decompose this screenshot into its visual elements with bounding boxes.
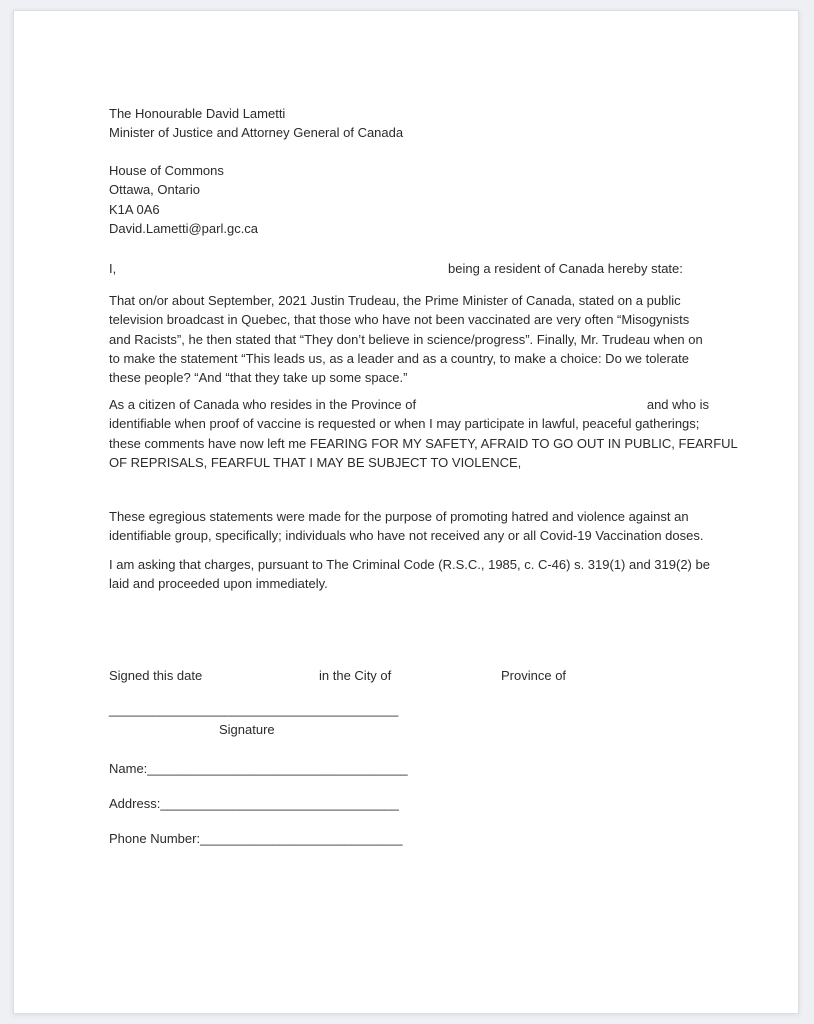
address-line-1: House of Commons: [109, 163, 224, 178]
recipient-address-block: [109, 161, 709, 238]
paragraph-egregious: [109, 507, 709, 546]
recipient-block: [109, 104, 709, 143]
paragraph-line: laid and proceeded upon immediately.: [109, 576, 328, 592]
paragraph-line: OF REPRISALS, FEARFUL THAT I MAY BE SUBJECT TO VIOLENCE,: [109, 454, 522, 470]
recipient-name: The Honourable David Lametti: [109, 106, 286, 121]
phone-label: Phone Number:: [109, 831, 201, 846]
address-field-row: [109, 794, 709, 813]
address-line-2: Ottawa, Ontario: [109, 182, 201, 198]
paragraph-line: I am asking that charges, pursuant to The Criminal Code (R.S.C., 1985, c. C-46) s. 319(1) and 319(2) be: [109, 557, 710, 572]
paragraph-line: and Racists”, he then stated that “They don’t believe in science/progress”. Finally, Mr. Trudeau when on: [109, 331, 703, 347]
signed-row: [109, 666, 709, 685]
paragraph-statement: [109, 291, 709, 387]
phone-fill-rule: ____________________________: [200, 831, 403, 846]
letter-page: [13, 10, 799, 1014]
paragraph-line: That on/or about September, 2021 Justin Trudeau, the Prime Minister of Canada, stated on a public: [109, 293, 681, 308]
address-fill-rule: _________________________________: [160, 796, 399, 811]
declaration-suffix: being a resident of Canada hereby state:: [448, 261, 683, 276]
paragraph-charges: [109, 555, 709, 594]
paragraph-line: These egregious statements were made for the purpose of promoting hatred and violence against an: [109, 509, 689, 524]
city-label: in the City of: [319, 668, 392, 684]
province-label: Province of: [501, 668, 567, 684]
signature-rule: ________________________________________: [109, 702, 399, 717]
name-fill-rule: ____________________________________: [147, 761, 408, 776]
phone-field-row: [109, 829, 709, 848]
name-label: Name:: [109, 761, 148, 776]
province-blank-line: [109, 395, 709, 414]
signed-date-label: Signed this date: [109, 668, 203, 684]
address-postal-code: K1A 0A6: [109, 201, 160, 217]
province-line-right: and who is: [646, 397, 709, 412]
signature-block: [109, 700, 709, 719]
paragraph-line: identifiable group, specifically; individuals who have not received any or all Covid-19 Vaccination doses.: [109, 528, 704, 544]
signature-label: Signature: [219, 722, 275, 737]
declaration-line: [109, 259, 709, 278]
paragraph-line: identifiable when proof of vaccine is requested or when I may participate in lawful, peaceful gatherings;: [109, 416, 700, 432]
name-field-row: [109, 759, 709, 778]
paragraph-citizen: [109, 395, 738, 472]
paragraph-line: these people? “And “that they take up some space.”: [109, 370, 408, 386]
province-line-left: As a citizen of Canada who resides in the Province of: [109, 397, 417, 412]
paragraph-line: television broadcast in Quebec, that those who have not been vaccinated are very often “Misogynists: [109, 312, 690, 328]
recipient-email: David.Lametti@parl.gc.ca: [109, 220, 259, 236]
paragraph-line: these comments have now left me FEARING FOR MY SAFETY, AFRAID TO GO OUT IN PUBLIC, FEARFUL: [109, 435, 738, 451]
paragraph-line: to make the statement “This leads us, as a leader and as a country, to make a choice: Do we tolerate: [109, 350, 690, 366]
address-label: Address:: [109, 796, 161, 811]
recipient-title: Minister of Justice and Attorney General of Canada: [109, 125, 404, 141]
declaration-prefix: I,: [109, 261, 117, 276]
signature-label-row: [109, 720, 814, 739]
